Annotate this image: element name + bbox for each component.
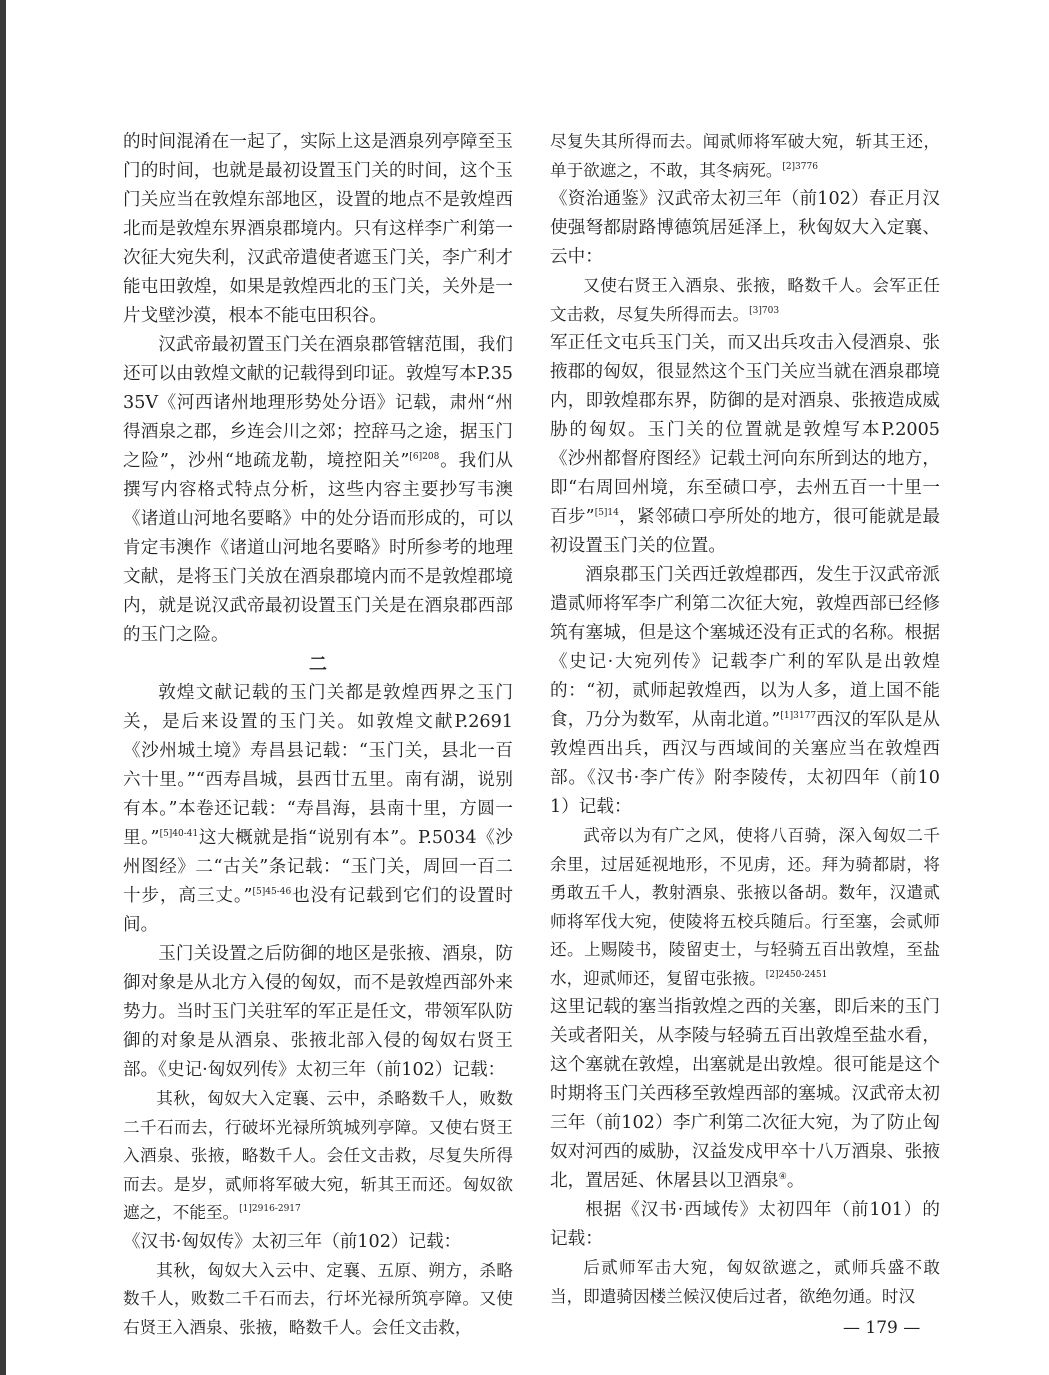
citation: [1]3177 bbox=[780, 711, 817, 721]
paragraph: 玉门关设置之后防御的地区是张掖、酒泉，防御对象是从北方入侵的匈奴，而不是敦煌西部外来势力。当时玉门关驻军的军正是任文，带领军队防御的对象是从酒泉、张掖北部入侵的匈奴右贤王部。《史记·匈奴列传》太初三年（前102）记载： bbox=[123, 944, 513, 1080]
block-quote: 后贰师军击大宛，匈奴欲遮之，贰师兵盛不敢当，即遣骑因楼兰候汉使后过者，欲绝勿通。时汉 bbox=[550, 1258, 940, 1306]
block-quote-continued: 尽复失其所得而去。闻贰师将军破大宛，斩其王还，单于欲遮之，不敢，其冬病死。$^{[2]3776}$ bbox=[550, 132, 940, 180]
paragraph: 《资治通鉴》汉武帝太初三年（前102）春正月汉使强弩都尉路博德筑居延泽上，秋匈奴大入定襄、云中： bbox=[550, 189, 940, 267]
citation: [5]45-46 bbox=[252, 887, 292, 897]
citation: [3]703 bbox=[749, 305, 780, 316]
paragraph: 军正任文屯兵玉门关，而又出兵攻击入侵酒泉、张掖郡的匈奴，很显然这个玉门关应当就在酒泉郡境内，即敦煌郡东界，防御的是对酒泉、张掖造成威胁的匈奴。玉门关的位置就是敦煌写本P.2005《沙州都督府图经》记载土河向东所到达的地方，即“右周回州境，东至碛口亭，去州五百一十里一百步”$^{[5]14}$，紧邻碛口亭所处的地方，很可能就是最初设置玉门关的位置。 bbox=[550, 333, 940, 556]
paragraph: 《汉书·匈奴传》太初三年（前102）记载： bbox=[123, 1231, 462, 1252]
block-quote: 其秋，匈奴大入定襄、云中，杀略数千人，败数二千石而去，行破坏光禄所筑城列亭障。又使右贤王入酒泉、张掖，略数千人。会任文击救，尽复失所得而去。是岁，贰师将军破大宛，斩其王而还。匈奴欲遮之，不能至。$^{[1]2916-2917}$ bbox=[123, 1089, 513, 1222]
paragraph: 酒泉郡玉门关西迁敦煌郡西，发生于汉武帝派遣贰师将军李广利第二次征大宛，敦煌西部已经修筑有塞城，但是这个塞城还没有正式的名称。根据《史记·大宛列传》记载李广利的军队是出敦煌的：“初，贰师起敦煌西，以为人多，道上国不能食，乃分为数军，从南北道。”$^{[1]3177}$西汉的军队是从敦煌西出兵，西汉与西域间的关塞应当在敦煌西部。《汉书·李广传》附李陵传，太初四年（前101）记载： bbox=[550, 565, 940, 817]
block-quote: 其秋，匈奴大入云中、定襄、五原、朔方，杀略数千人，败数二千石而去，行坏光禄所筑亭障。又使右贤王入酒泉、张掖，略数千人。会任文击救， bbox=[123, 1260, 513, 1337]
citation: [2]2450-2451 bbox=[765, 969, 828, 980]
paragraph: 敦煌文献记载的玉门关都是敦煌西界之玉门关，是后来设置的玉门关。如敦煌文献P.2691《沙州城土境》寿昌县记载：“玉门关，县北一百六十里。”“西寿昌城，县西廿五里。南有湖，说别有本。”本卷还记载：“寿昌海，县南十里，方圆一里。”$^{[5]40-41}$这大概就是指“说别有本”。P.5034《沙州图经》二“古关”条记载：“玉门关，周回一百二十步，高三丈。”$^{[5]45-46}$也没有记载到它们的设置时间。 bbox=[123, 683, 513, 935]
right-column bbox=[550, 128, 940, 1311]
citation: [2]3776 bbox=[782, 161, 818, 172]
citation: [6]208 bbox=[409, 452, 440, 462]
citation: [5]40-41 bbox=[159, 829, 199, 839]
footnote-marker: ④ bbox=[778, 1172, 787, 1182]
paragraph: 汉武帝最初置玉门关在酒泉郡管辖范围，我们还可以由敦煌文献的记载得到印证。敦煌写本P.3535V《河西诸州地理形势处分语》记载，肃州“州得酒泉之郡，乡连会川之郊；控辞马之途，据玉门之险”，沙州“地疏龙勒，境控阳关”$^{[6]208}$。我们从撰写内容格式特点分析，这些内容主要抄写韦澳《诸道山河地名要略》中的处分语而形成的，可以肯定韦澳作《诸道山河地名要略》时所参考的地理文献，是将玉门关放在酒泉郡境内而不是敦煌郡境内，就是说汉武帝最初设置玉门关是在酒泉郡西部的玉门之险。 bbox=[123, 335, 513, 645]
block-quote: 又使右贤王入酒泉、张掖，略数千人。会军正任文击救，尽复失所得而去。$^{[3]703}$ bbox=[550, 276, 940, 324]
citation: [5]14 bbox=[594, 508, 619, 518]
paragraph: 这里记载的塞当指敦煌之西的关塞，即后来的玉门关或者阳关，从李陵与轻骑五百出敦煌至盐水看，这个塞就在敦煌，出塞就是出敦煌。很可能是这个时期将玉门关西移至敦煌西部的塞城。汉武帝太初三年（前102）李广利第二次征大宛，为了防止匈奴对河西的威胁，汉益发戍甲卒十八万酒泉、张掖北，置居延、休屠县以卫酒泉④。 bbox=[550, 997, 940, 1191]
page-edge-shadow bbox=[0, 0, 6, 1375]
section-heading: 二 bbox=[309, 654, 327, 675]
left-column bbox=[123, 128, 513, 1342]
page-number: — 179 — bbox=[843, 1318, 921, 1338]
block-quote: 武帝以为有广之风，使将八百骑，深入匈奴二千余里，过居延视地形，不见虏，还。拜为骑都尉，将勇敢五千人，教射酒泉、张掖以备胡。数年，汉遣贰师将军伐大宛，使陵将五校兵随后。行至塞，会贰师还。上赐陵书，陵留吏士，与轻骑五百出敦煌，至盐水，迎贰师还，复留屯张掖。$^{[2]2450-2451}$ bbox=[550, 826, 940, 988]
paragraph: 根据《汉书·西域传》太初四年（前101）的记载： bbox=[550, 1200, 940, 1249]
paragraph: 的时间混淆在一起了，实际上这是酒泉列亭障至玉门的时间，也就是最初设置玉门关的时间，这个玉门关应当在敦煌东部地区，设置的地点不是敦煌西北而是敦煌东界酒泉郡境内。只有这样李广利第一次征大宛失利，汉武帝遣使者遮玉门关，李广利才能屯田敦煌，如果是敦煌西北的玉门关，关外是一片戈壁沙漠，根本不能屯田积谷。 bbox=[123, 132, 513, 326]
citation: [1]2916-2917 bbox=[239, 1204, 301, 1214]
